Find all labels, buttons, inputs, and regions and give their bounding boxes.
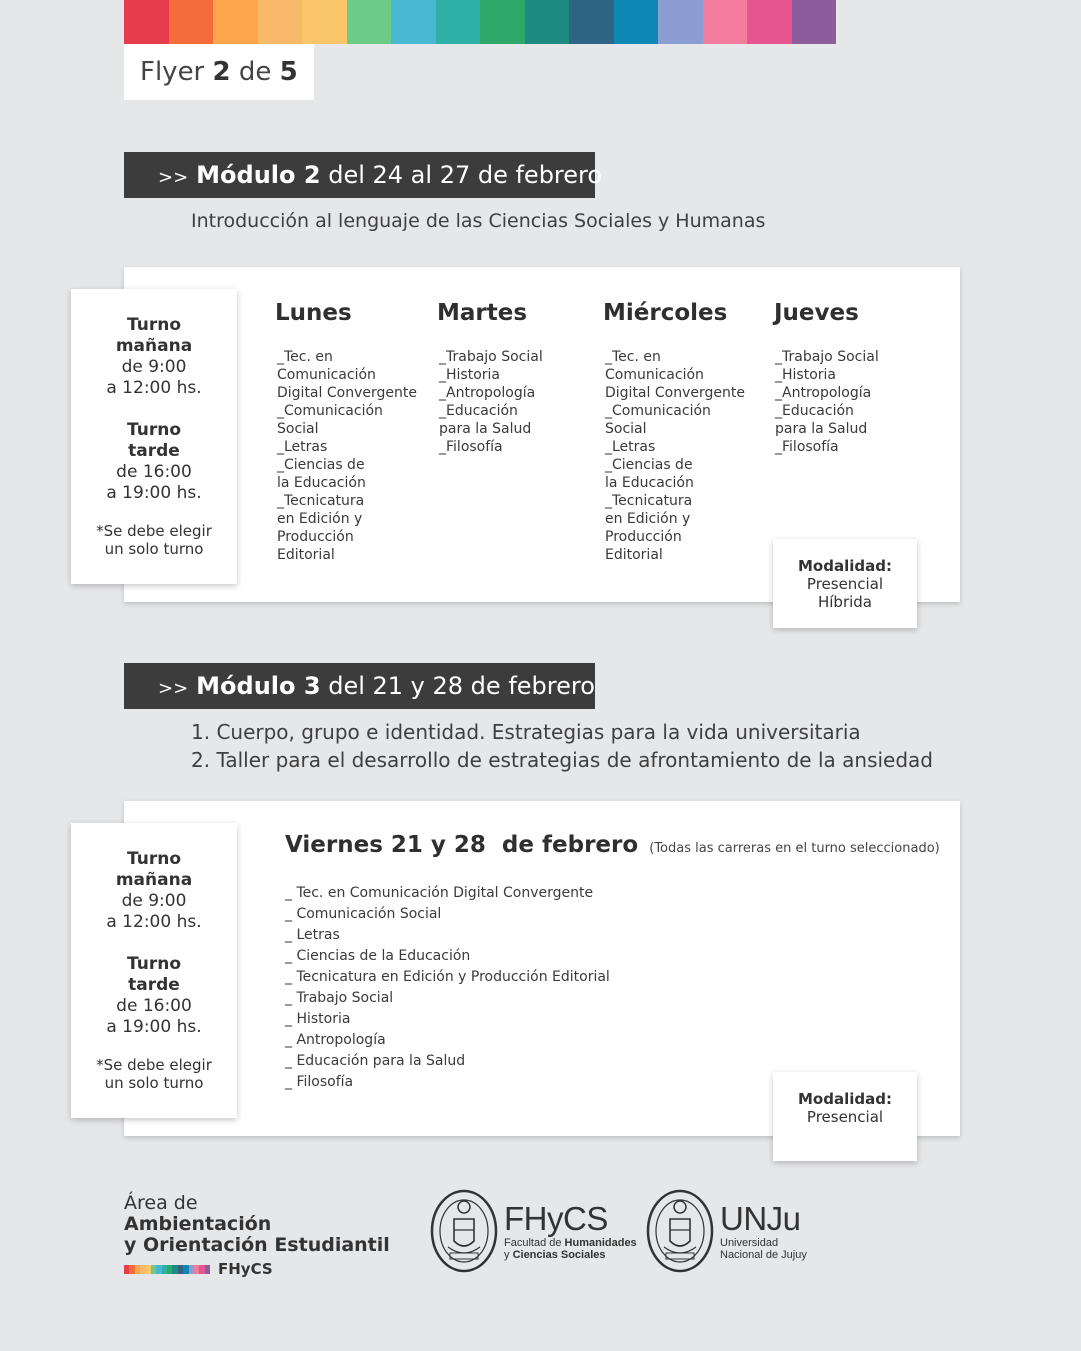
turno-afternoon-title: Turno xyxy=(127,420,181,440)
day-title: Lunes xyxy=(275,300,352,326)
list-item: _ Trabajo Social xyxy=(285,990,394,1006)
turno-note-line2: un solo turno xyxy=(104,540,204,558)
flyer-total: 5 xyxy=(279,57,298,87)
turno-afternoon-to: a 19:00 hs. xyxy=(106,483,202,503)
day-career-list: _Tec. en Comunicación Digital Convergente _Comunicación Social _Letras _Ciencias de la Educación _Tecnicatura en Edición y Producción Editorial xyxy=(277,349,417,563)
modalidad-line1: Presencial xyxy=(806,1108,884,1126)
fhycs-sub-c: y xyxy=(504,1249,513,1261)
viernes-heading xyxy=(285,832,940,858)
university-seal-icon xyxy=(646,1189,714,1273)
color-swatch xyxy=(792,0,837,44)
module-2-turno-card xyxy=(71,289,237,584)
day-title: Miércoles xyxy=(603,300,728,326)
day-column-lunes xyxy=(275,300,417,564)
day-column-martes xyxy=(437,300,543,456)
list-item: _ Letras xyxy=(285,927,340,943)
color-swatch xyxy=(525,0,570,44)
modalidad-label: Modalidad: xyxy=(798,557,892,575)
color-swatch xyxy=(391,0,436,44)
color-swatch xyxy=(169,0,214,44)
day-career-list: _Trabajo Social _Historia _Antropología _Educación para la Salud _Filosofía xyxy=(439,349,543,455)
turno-note-line1: *Se debe elegir xyxy=(96,522,212,540)
turno-afternoon-title: Turno xyxy=(127,954,181,974)
turno-morning-title: Turno xyxy=(127,315,181,335)
flyer-word: Flyer xyxy=(140,57,205,87)
module-2-modalidad-card xyxy=(773,539,917,628)
day-column-jueves xyxy=(774,300,879,456)
color-swatch xyxy=(436,0,481,44)
turno-note-line2: un solo turno xyxy=(104,1074,204,1092)
turno-morning-from: de 9:00 xyxy=(121,891,187,911)
unju-logo xyxy=(646,1189,807,1273)
list-item: _ Filosofía xyxy=(285,1074,354,1090)
turno-afternoon-from: de 16:00 xyxy=(116,462,192,482)
turno-afternoon-subtitle: tarde xyxy=(128,975,180,995)
list-item: _ Ciencias de la Educación xyxy=(285,948,471,964)
area-line1: Área de xyxy=(124,1192,198,1214)
unju-title: UNJu xyxy=(720,1200,801,1237)
fhycs-sub-a: Facultad de xyxy=(504,1237,565,1249)
university-seal-icon xyxy=(430,1189,498,1273)
modalidad-line1: Presencial xyxy=(806,575,884,593)
turno-morning-subtitle: mañana xyxy=(115,336,193,356)
color-swatch xyxy=(258,0,303,44)
flyer-counter xyxy=(124,44,314,100)
fhycs-sub-b: Humanidades xyxy=(564,1237,637,1249)
module-2-dates: del 24 al 27 de febrero xyxy=(328,161,603,189)
module-3-dates: del 21 y 28 de febrero xyxy=(328,672,595,700)
unju-sub-1: Universidad xyxy=(720,1237,779,1249)
turno-afternoon-from: de 16:00 xyxy=(116,996,192,1016)
fhycs-title: FHyCS xyxy=(504,1200,608,1237)
area-ambientacion-logo xyxy=(124,1193,390,1278)
color-swatch xyxy=(302,0,347,44)
module-3-subtitle-1: 1. Cuerpo, grupo e identidad. Estrategias para la vida universitaria xyxy=(191,720,861,744)
list-item: _ Comunicación Social xyxy=(285,906,442,922)
fhycs-logo xyxy=(430,1189,637,1273)
viernes-career-list xyxy=(285,883,610,1093)
module-2-header xyxy=(124,152,603,198)
module-3-subtitle-2: 2. Taller para el desarrollo de estrategias de afrontamiento de la ansiedad xyxy=(191,748,934,772)
modalidad-line2: Híbrida xyxy=(817,593,873,611)
modalidad-label: Modalidad: xyxy=(798,1090,892,1108)
color-swatch xyxy=(213,0,258,44)
turno-morning-title: Turno xyxy=(127,849,181,869)
module-arrow: >> xyxy=(158,167,189,188)
brand-color-bar xyxy=(124,0,836,44)
area-line4: FHyCS xyxy=(218,1260,273,1278)
module-2-name: Módulo 2 xyxy=(196,161,321,189)
area-line3: y Orientación Estudiantil xyxy=(124,1234,390,1256)
list-item: _ Educación para la Salud xyxy=(285,1053,466,1069)
flyer-current: 2 xyxy=(212,57,231,87)
color-swatch xyxy=(703,0,748,44)
day-career-list: _Trabajo Social _Historia _Antropología _Educación para la Salud _Filosofía xyxy=(775,349,879,455)
day-title: Jueves xyxy=(774,300,859,326)
area-line2: Ambientación xyxy=(124,1213,272,1235)
module-arrow: >> xyxy=(158,678,189,699)
color-swatch xyxy=(480,0,525,44)
list-item: _ Tec. en Comunicación Digital Convergente xyxy=(285,885,594,901)
list-item: _ Antropología xyxy=(285,1032,386,1048)
module-3-header xyxy=(124,663,595,709)
module-3-turno-card xyxy=(71,823,237,1118)
turno-morning-to: a 12:00 hs. xyxy=(106,378,202,398)
module-3-modalidad-card xyxy=(773,1072,917,1161)
list-item: _ Historia xyxy=(285,1011,351,1027)
unju-sub-2: Nacional de Jujuy xyxy=(720,1249,807,1261)
viernes-title: Viernes 21 y 28 de febrero xyxy=(285,832,639,858)
turno-note-line1: *Se debe elegir xyxy=(96,1056,212,1074)
color-swatch xyxy=(614,0,659,44)
mini-color-bar xyxy=(124,1265,210,1274)
day-column-miercoles xyxy=(603,300,745,564)
color-swatch xyxy=(747,0,792,44)
turno-morning-subtitle: mañana xyxy=(115,870,193,890)
turno-afternoon-to: a 19:00 hs. xyxy=(106,1017,202,1037)
turno-afternoon-subtitle: tarde xyxy=(128,441,180,461)
fhycs-sub-d: Ciencias Sociales xyxy=(512,1249,606,1261)
color-swatch xyxy=(124,0,169,44)
color-swatch xyxy=(658,0,703,44)
module-2-subtitle: Introducción al lenguaje de las Ciencias Sociales y Humanas xyxy=(191,210,766,232)
color-swatch xyxy=(347,0,392,44)
turno-morning-from: de 9:00 xyxy=(121,357,187,377)
turno-morning-to: a 12:00 hs. xyxy=(106,912,202,932)
day-title: Martes xyxy=(437,300,528,326)
module-3-name: Módulo 3 xyxy=(196,672,321,700)
viernes-note: (Todas las carreras en el turno seleccionado) xyxy=(649,841,940,856)
flyer-of: de xyxy=(238,57,272,87)
color-swatch xyxy=(205,1265,210,1274)
color-swatch xyxy=(569,0,614,44)
list-item: _ Tecnicatura en Edición y Producción Editorial xyxy=(285,969,610,985)
day-career-list: _Tec. en Comunicación Digital Convergente _Comunicación Social _Letras _Ciencias de la Educación _Tecnicatura en Edición y Producción Editorial xyxy=(605,349,745,563)
